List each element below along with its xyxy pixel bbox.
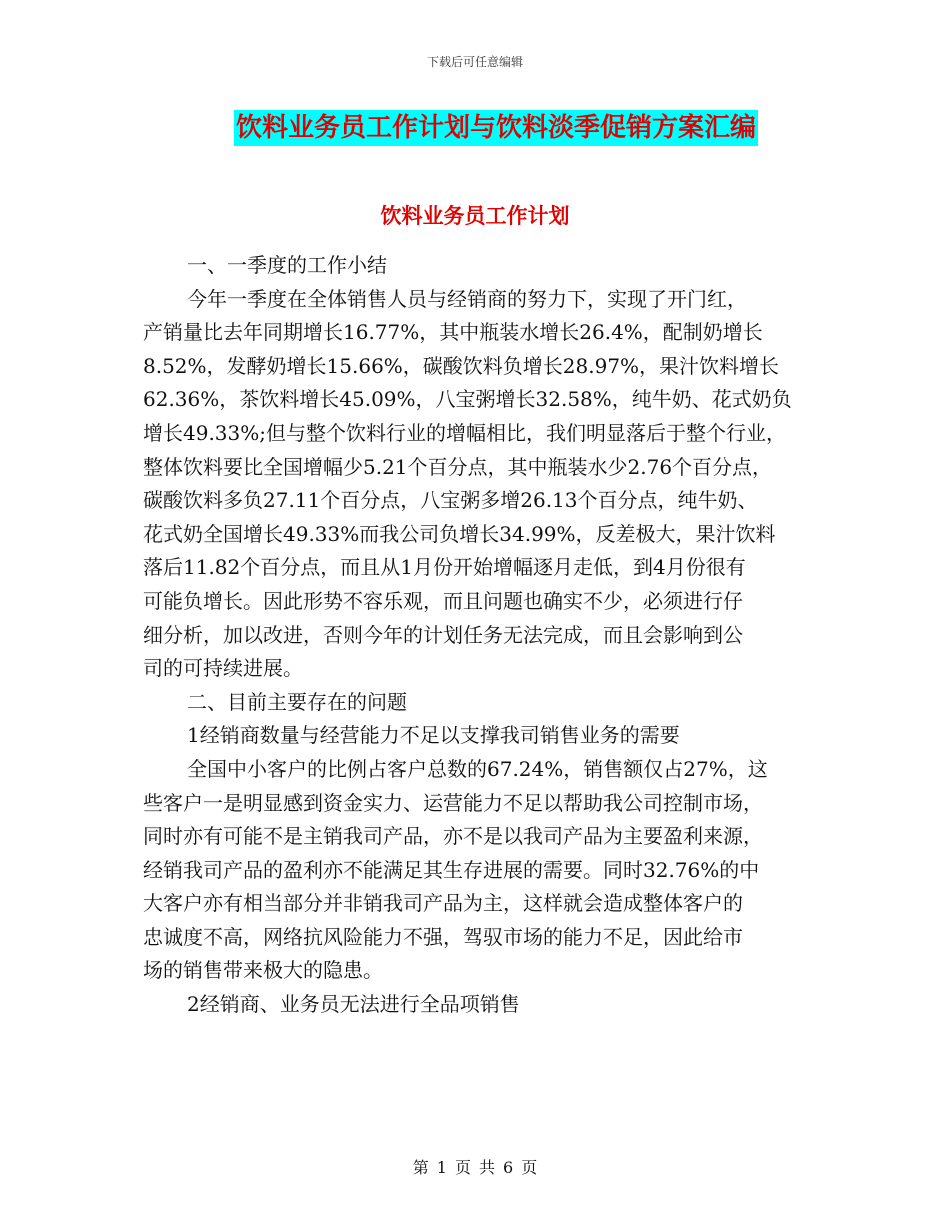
paragraph-line: 落后11.82个百分点，而且从1月份开始增幅逐月走低，到4月份很有 [143, 555, 746, 580]
subheading-line: 1经销商数量与经营能力不足以支撑我司销售业务的需要 [187, 723, 680, 748]
paragraph-line: 些客户一是明显感到资金实力、运营能力不足以帮助我公司控制市场， [143, 790, 763, 815]
paragraph-line: 增长49.33%;但与整个饮料行业的增幅相比，我们明显落后于整个行业， [143, 420, 786, 445]
footer-page-label: 第 [412, 1158, 429, 1177]
footer-total-unit: 页 [521, 1158, 538, 1177]
document-title: 饮料业务员工作计划与饮料淡季促销方案汇编 [234, 110, 758, 146]
paragraph-line: 全国中小客户的比例占客户总数的67.24%，销售额仅占27%，这 [187, 756, 768, 781]
footer-page-number: 1 [436, 1158, 447, 1177]
section-title: 饮料业务员工作计划 [380, 203, 570, 228]
footer-page-unit: 页 [454, 1158, 471, 1177]
body-text [143, 249, 843, 1022]
paragraph-line: 大客户亦有相当部分并非销我司产品为主，这样就会造成整体客户的 [143, 891, 743, 916]
page-footer [0, 1155, 950, 1178]
paragraph-line: 产销量比去年同期增长16.77%，其中瓶装水增长26.4%，配制奶增长 [143, 320, 763, 345]
paragraph-line: 忠诚度不高，网络抗风险能力不强，驾驭市场的能力不足，因此给市 [143, 924, 743, 949]
paragraph-line: 8.52%，发酵奶增长15.66%，碳酸饮料负增长28.97%，果汁饮料增长 [143, 353, 780, 378]
paragraph-line: 场的销售带来极大的隐患。 [143, 958, 383, 983]
footer-total-label: 共 [479, 1158, 496, 1177]
heading-line: 二、目前主要存在的问题 [187, 689, 407, 714]
paragraph-line: 同时亦有可能不是主销我司产品，亦不是以我司产品为主要盈利来源， [143, 824, 763, 849]
header-note: 下载后可任意编辑 [426, 55, 523, 69]
heading-line: 一、一季度的工作小结 [187, 253, 387, 277]
paragraph-line: 今年一季度在全体销售人员与经销商的努力下，实现了开门红， [187, 286, 747, 311]
paragraph-line: 整体饮料要比全国增幅少5.21个百分点，其中瓶装水少2.76个百分点， [143, 454, 773, 479]
paragraph-line: 花式奶全国增长49.33%而我公司负增长34.99%，反差极大，果汁饮料 [143, 521, 776, 546]
paragraph-line: 细分析，加以改进，否则今年的计划任务无法完成，而且会影响到公 [143, 622, 743, 647]
paragraph-line: 碳酸饮料多负27.11个百分点，八宝粥多增26.13个百分点，纯牛奶、 [143, 488, 758, 513]
paragraph-line: 可能负增长。因此形势不容乐观，而且问题也确实不少，必须进行仔 [143, 588, 743, 613]
subheading-line: 2经销商、业务员无法进行全品项销售 [187, 992, 520, 1017]
footer-total-pages: 6 [503, 1158, 514, 1177]
paragraph-line: 司的可持续进展。 [143, 656, 303, 681]
paragraph-line: 62.36%，茶饮料增长45.09%，八宝粥增长32.58%，纯牛奶、花式奶负 [143, 387, 792, 412]
paragraph-line: 经销我司产品的盈利亦不能满足其生存进展的需要。同时32.76%的中 [143, 857, 760, 882]
